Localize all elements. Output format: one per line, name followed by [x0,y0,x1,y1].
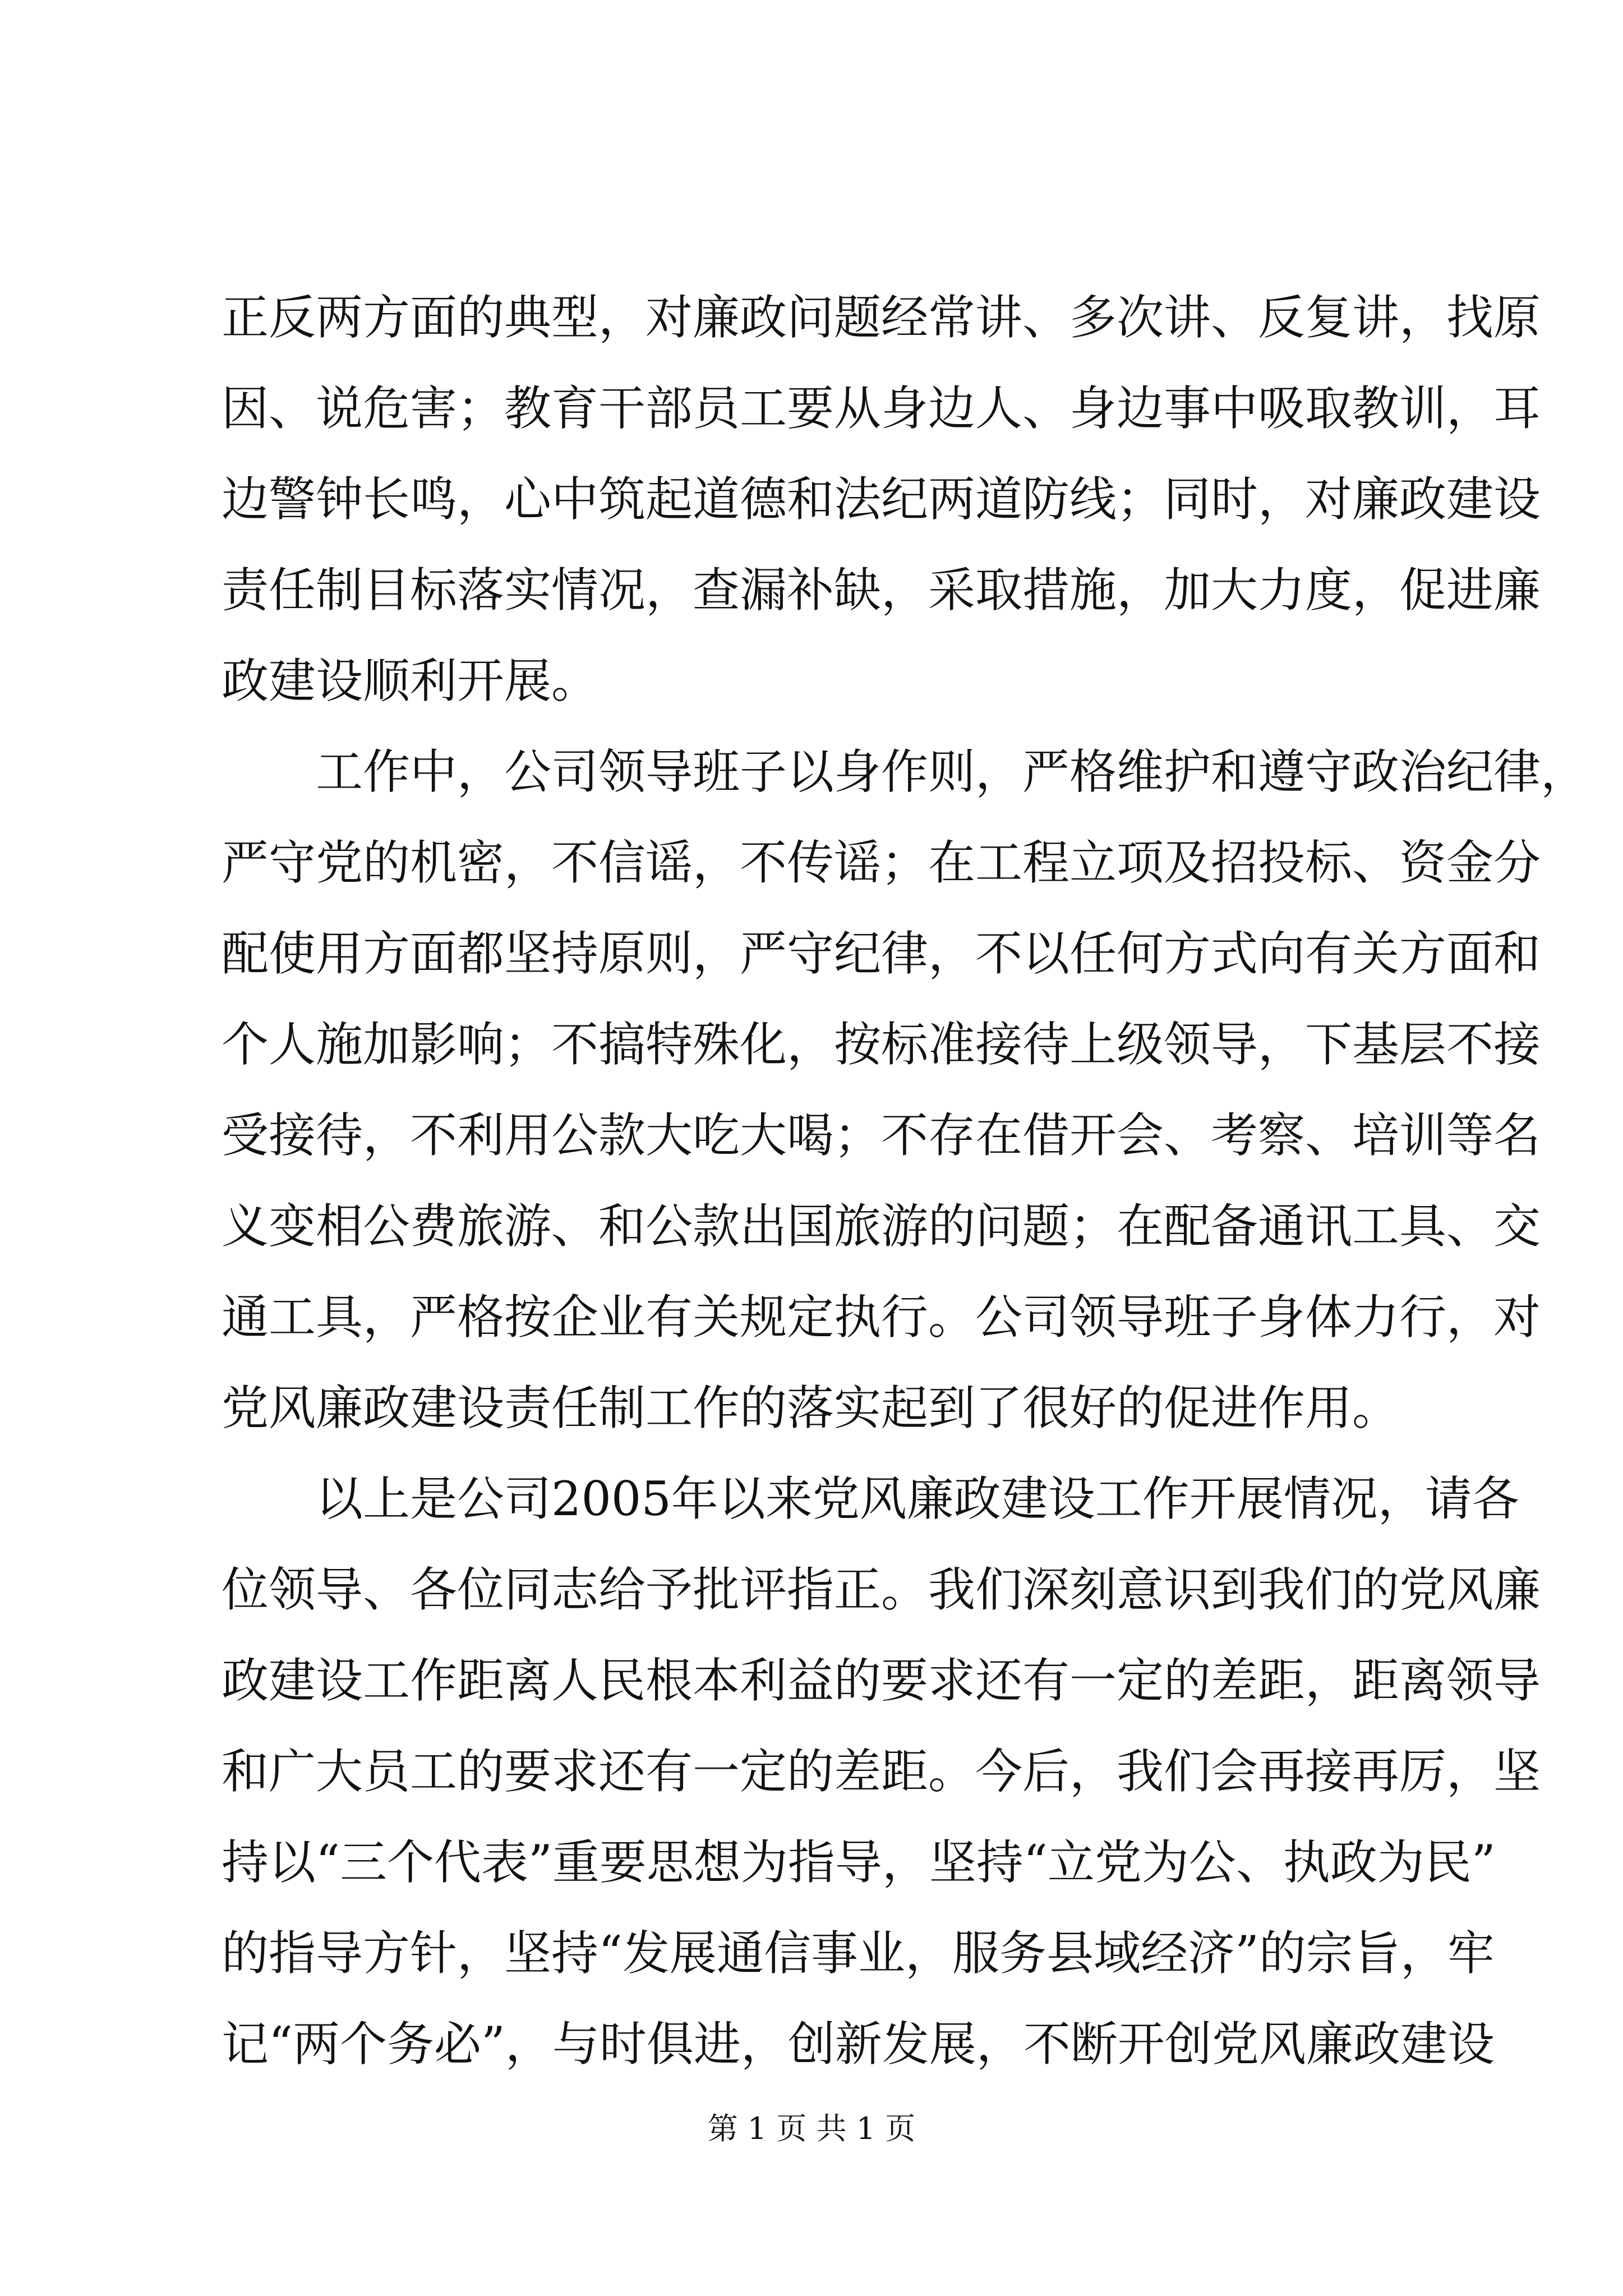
text-line-content: 配使用方面都坚持原则，严守纪律，不以任何方式向有关方面和 [222,926,1541,981]
text-line [222,1817,1496,1908]
page-footer: 第 1 页 共 1 页 [707,2111,916,2146]
text-line-content: 边警钟长鸣，心中筑起道德和法纪两道防线；同时，对廉政建设 [222,472,1541,527]
text-line-content: 持以“三个代表”重要思想为指导，坚持“立党为公、执政为民” [222,1835,1496,1890]
text-line [222,1363,1405,1453]
text-line-content: 以上是公司2005年以来党风廉政建设工作开展情况，请各 [316,1471,1519,1526]
text-line [222,454,1541,545]
text-line-content: 正反两方面的典型，对廉政问题经常讲、多次讲、反复讲，找原 [222,290,1541,345]
text-line [222,545,1541,636]
text-line-content: 党风廉政建设责任制工作的落实起到了很好的促进作用。 [222,1381,1400,1435]
text-line [222,726,1588,817]
text-line [222,1726,1541,1817]
text-line-content: 记“两个务必”，与时俱进，创新发展，不断开创党风廉政建设 [222,2017,1495,2072]
text-line-content: 受接待，不利用公款大吃大喝；不存在借开会、考察、培训等名 [222,1108,1541,1163]
text-line-content: 因、说危害；教育干部员工要从身边人、身边事中吸取教训，耳 [222,381,1541,436]
text-line-content: 的指导方针，坚持“发展通信事业，服务县域经济”的宗旨，牢 [222,1926,1495,1981]
text-line [222,817,1541,908]
text-line [222,272,1541,363]
text-line-content: 位领导、各位同志给予批评指正。我们深刻意识到我们的党风廉 [222,1562,1541,1617]
text-line-content: 个人施加影响；不搞特殊化，按标准接待上级领导，下基层不接 [222,1017,1541,1072]
text-line-content: 严守党的机密，不信谣，不传谣；在工程立项及招投标、资金分 [222,835,1541,890]
text-line-content: 政建设工作距离人民根本利益的要求还有一定的差距，距离领导 [222,1653,1541,1708]
text-line-content: 通工具，严格按企业有关规定执行。公司领导班子身体力行，对 [222,1290,1541,1345]
text-line [222,1635,1541,1726]
text-line [222,1999,1495,2090]
text-line [222,999,1541,1090]
text-line-content: 义变相公费旅游、和公款出国旅游的问题；在配备通讯工具、交 [222,1199,1541,1254]
text-line [222,1453,1519,1544]
text-line-content: 责任制目标落实情况，查漏补缺，采取措施，加大力度，促进廉 [222,563,1541,618]
text-line [222,363,1541,454]
text-line [222,1272,1541,1363]
text-line [222,908,1541,999]
text-line-content: 工作中，公司领导班子以身作则，严格维护和遵守政治纪律， [316,744,1588,799]
text-line [222,636,1405,726]
text-line [222,1908,1495,1999]
body-text [222,272,1588,2090]
text-line [222,1090,1541,1181]
text-line [222,1544,1541,1635]
text-line [222,1181,1541,1272]
text-line-content: 和广大员工的要求还有一定的差距。今后，我们会再接再厉，坚 [222,1744,1541,1799]
text-line-content: 政建设顺利开展。 [222,654,599,708]
